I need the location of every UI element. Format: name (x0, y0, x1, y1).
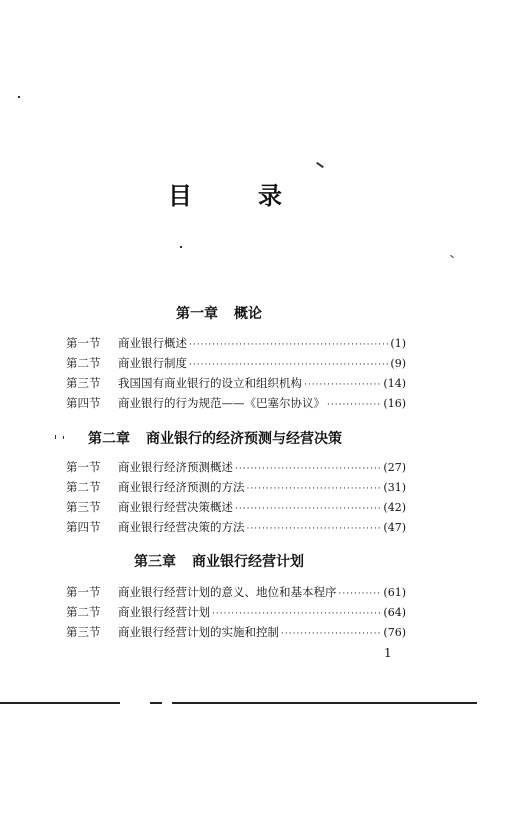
dot-leader (212, 609, 381, 619)
toc-entry (66, 584, 406, 602)
section-title: 商业银行经济预测概述 (118, 460, 233, 474)
title-char-2: 录 (258, 182, 282, 210)
section-page: (1) (390, 337, 406, 350)
dot-leader (189, 360, 388, 370)
dot-leader (247, 524, 382, 534)
chapter-heading (134, 551, 304, 571)
page-title (168, 176, 288, 210)
section-page: (9) (390, 357, 406, 370)
section-page: (61) (383, 586, 406, 599)
chapter-name: 商业银行经营计划 (192, 554, 304, 570)
toc-entry (66, 375, 406, 393)
chapter-number: 第一章 (176, 306, 218, 322)
section-page: (42) (383, 501, 406, 514)
bottom-rule (0, 702, 120, 704)
page-number: 1 (384, 646, 392, 660)
scan-speck (316, 162, 324, 168)
section-number: 第四节 (66, 520, 101, 534)
section-title: 我国国有商业银行的设立和组织机构 (118, 376, 302, 390)
section-page: (27) (383, 461, 406, 474)
dot-leader (339, 589, 382, 599)
section-number: 第二节 (66, 356, 101, 370)
dot-leader (327, 400, 381, 410)
toc-entry (66, 604, 406, 622)
toc-entry (66, 355, 406, 373)
section-number: 第一节 (66, 585, 101, 599)
section-page: (76) (383, 626, 406, 639)
toc-entry (66, 479, 406, 497)
scan-speck (450, 255, 454, 258)
toc-entry (66, 624, 406, 642)
dot-leader (235, 504, 381, 514)
section-page: (14) (383, 377, 406, 390)
section-page: (31) (383, 481, 406, 494)
dot-leader (235, 464, 381, 474)
section-title: 商业银行经营计划的意义、地位和基本程序 (118, 585, 337, 599)
section-number: 第二节 (66, 605, 101, 619)
scan-speck (180, 246, 182, 248)
section-title: 商业银行制度 (118, 356, 187, 370)
section-title: 商业银行经营计划的实施和控制 (118, 625, 279, 639)
dot-leader (189, 340, 388, 350)
section-page: (64) (383, 606, 406, 619)
chapter-name: 概论 (234, 306, 262, 322)
chapter-number: 第三章 (134, 554, 176, 570)
section-title: 商业银行概述 (118, 336, 187, 350)
section-number: 第二节 (66, 480, 101, 494)
toc-entry (66, 519, 406, 537)
dot-leader (247, 484, 382, 494)
section-number: 第一节 (66, 336, 101, 350)
chapter-heading (176, 303, 262, 323)
section-number: 第四节 (66, 396, 101, 410)
toc-entry (66, 459, 406, 477)
section-number: 第三节 (66, 376, 101, 390)
chapter-name: 商业银行的经济预测与经营决策 (146, 431, 342, 447)
toc-entry (66, 395, 406, 413)
section-title: 商业银行经营决策概述 (118, 500, 233, 514)
section-number: 第一节 (66, 460, 101, 474)
scan-speck (55, 435, 56, 439)
chapter-heading (88, 428, 342, 448)
bottom-rule (172, 702, 477, 704)
section-number: 第三节 (66, 625, 101, 639)
section-title: 商业银行的行为规范——《巴塞尔协议》 (118, 396, 325, 410)
dot-leader (281, 629, 381, 639)
section-page: (47) (383, 521, 406, 534)
bottom-rule (150, 702, 162, 704)
scan-speck (63, 436, 64, 439)
section-title: 商业银行经营计划 (118, 605, 210, 619)
section-number: 第三节 (66, 500, 101, 514)
dot-leader (304, 380, 381, 390)
chapter-number: 第二章 (88, 431, 130, 447)
title-char-1: 目 (168, 182, 192, 210)
section-title: 商业银行经营决策的方法 (118, 520, 245, 534)
section-title: 商业银行经济预测的方法 (118, 480, 245, 494)
section-page: (16) (383, 397, 406, 410)
scan-speck (18, 96, 20, 98)
toc-entry (66, 499, 406, 517)
toc-entry (66, 335, 406, 353)
